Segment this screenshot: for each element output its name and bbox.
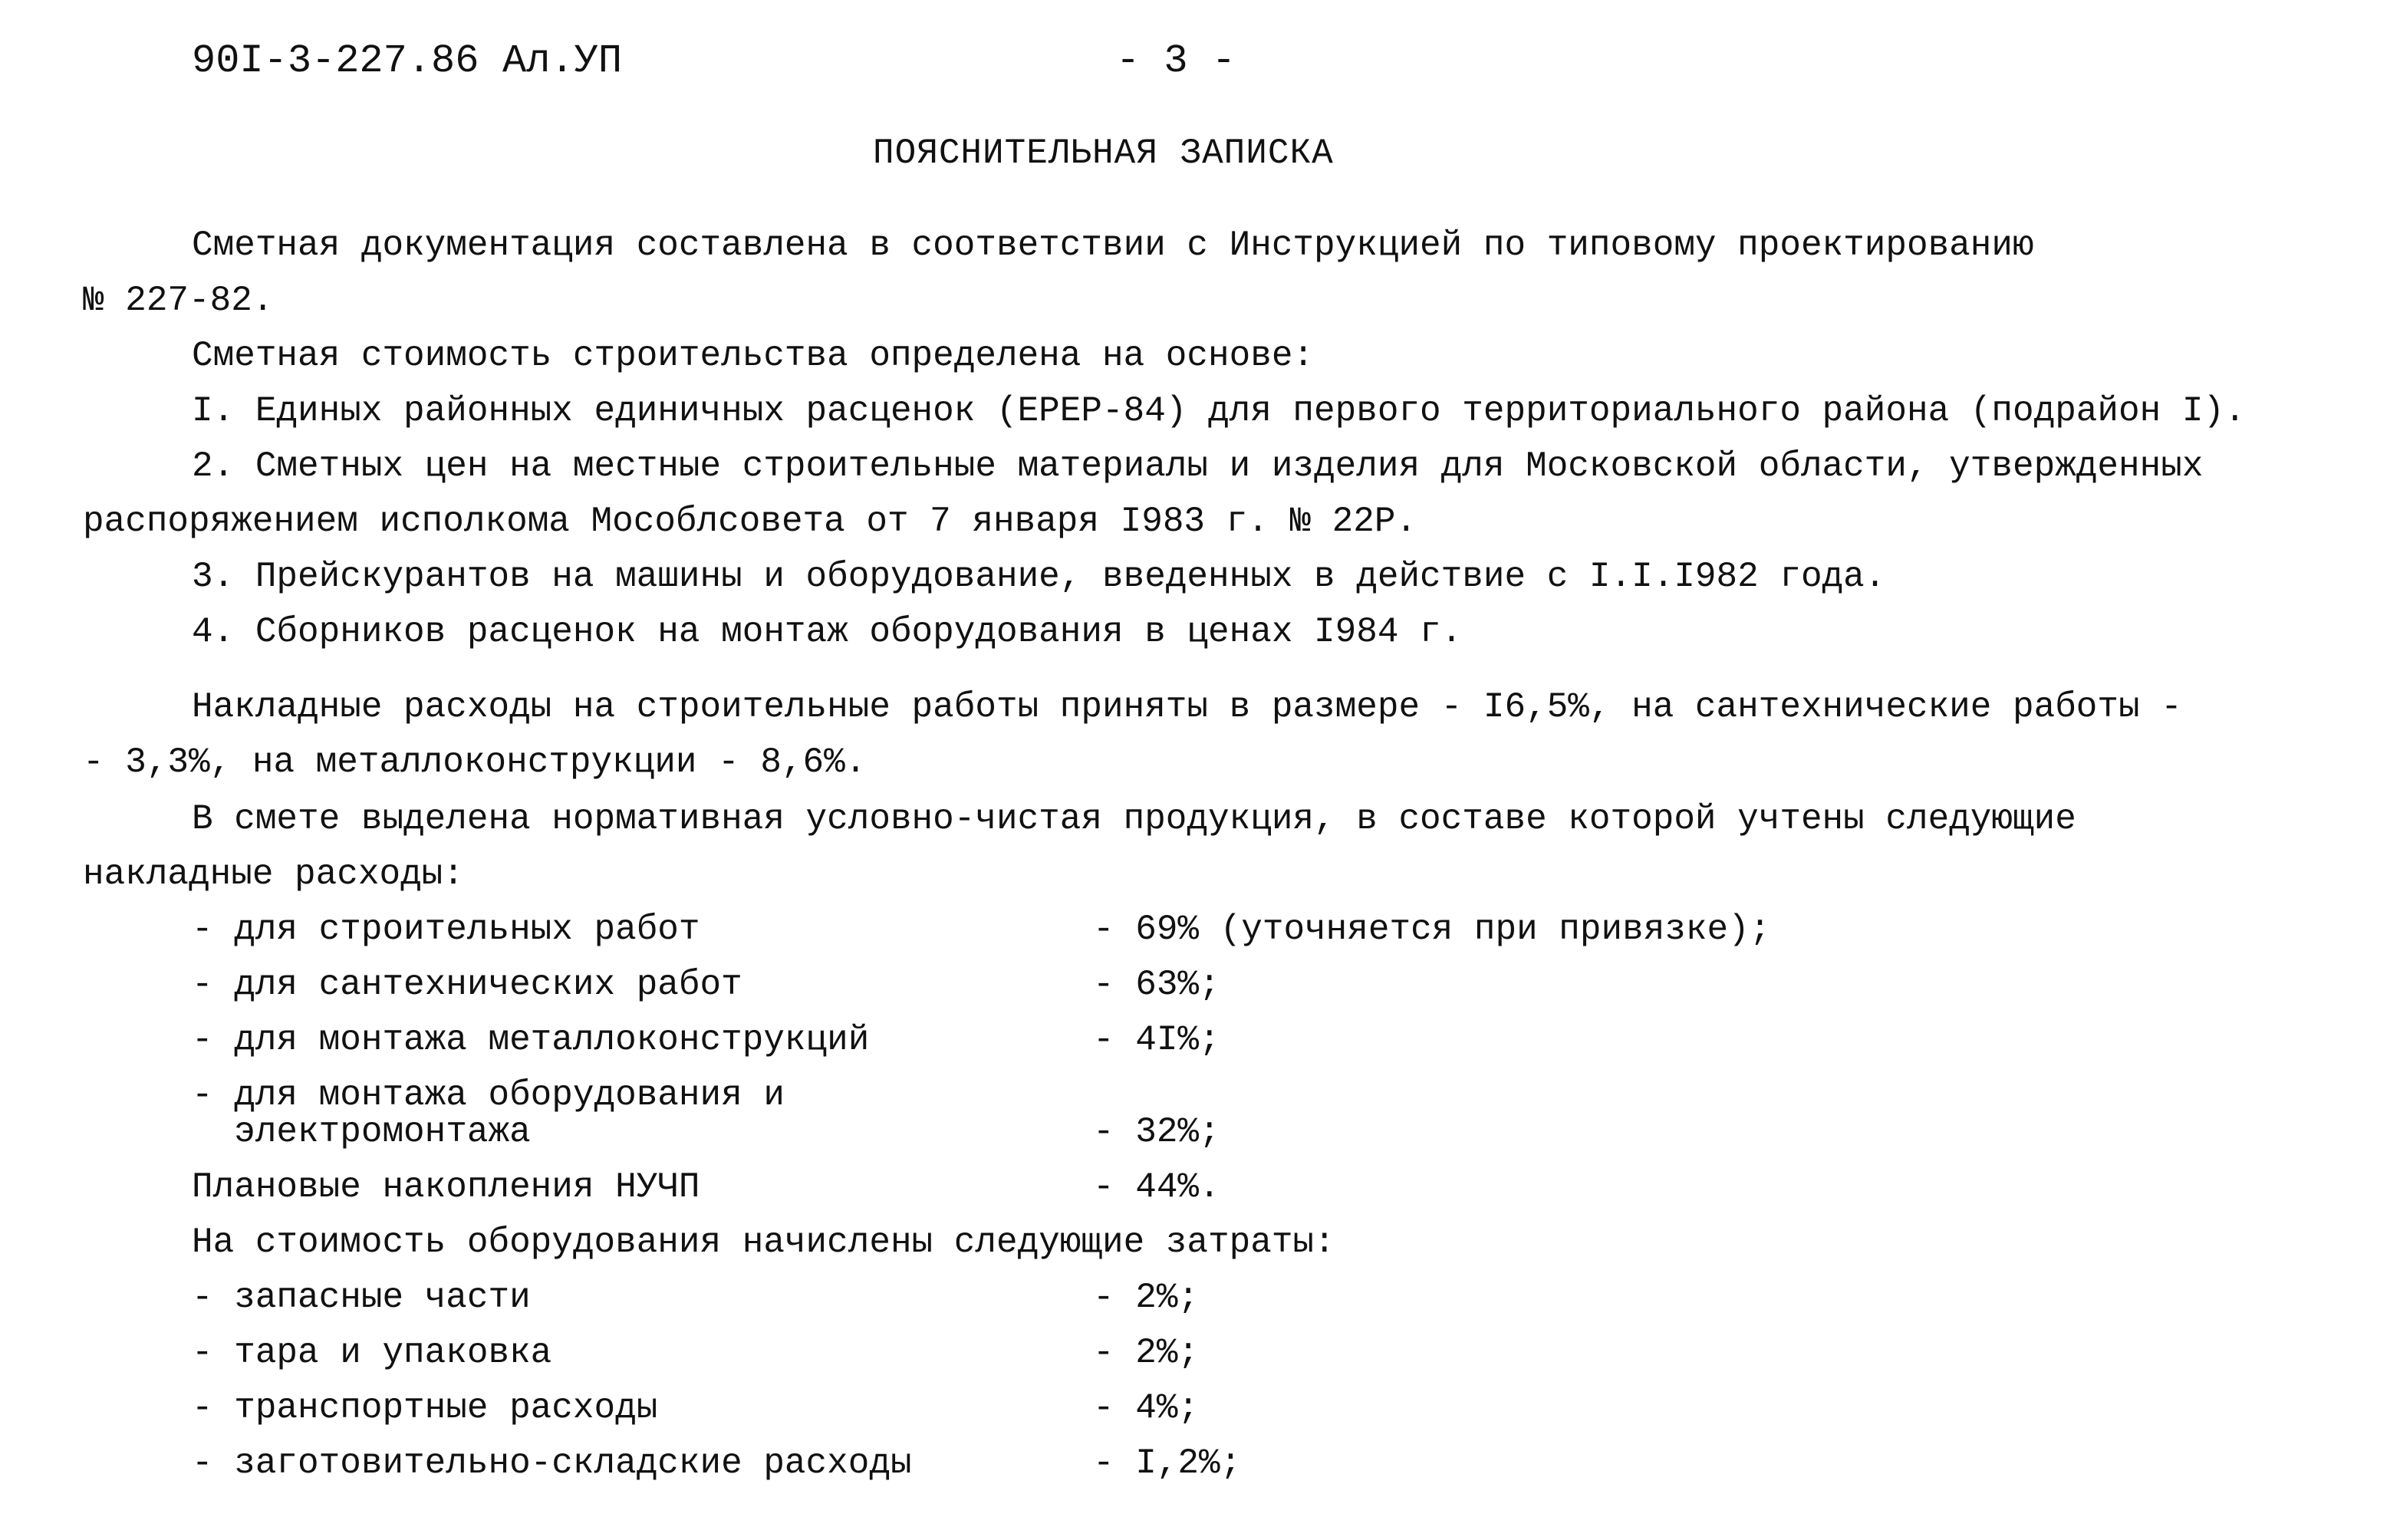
equipment-item-value: - 4%;	[1093, 1388, 1200, 1428]
basis-item: 4. Сборников расценок на монтаж оборудования в ценах I984 г.	[192, 612, 1463, 652]
overhead-item-value: - 69% (уточняется при привязке);	[1093, 910, 1771, 949]
paragraph-line: В смете выделена нормативная условно-чистая продукция, в составе которой учтены следующие	[192, 799, 2076, 839]
equipment-item-label: - транспортные расходы	[192, 1388, 658, 1428]
paragraph-line: № 227-82.	[83, 281, 274, 321]
basis-item: 2. Сметных цен на местные строительные материалы и изделия для Московской области, утвержденных	[192, 446, 2204, 486]
paragraph-line: Накладные расходы на строительные работы приняты в размере - I6,5%, на сантехнические работы -	[192, 687, 2182, 727]
equipment-item-value: - I,2%;	[1093, 1443, 1242, 1483]
overhead-item-value: - 63%;	[1093, 965, 1220, 1005]
paragraph-line: Сметная документация составлена в соответствии с Инструкцией по типовому проектированию	[192, 225, 2034, 265]
equipment-item-label: - тара и упаковка	[192, 1333, 552, 1373]
page-title: ПОЯСНИТЕЛЬНАЯ ЗАПИСКА	[873, 133, 1334, 173]
paragraph-line: - 3,3%, на металлоконструкции - 8,6%.	[83, 742, 867, 782]
paragraph-line: Сметная стоимость строительства определена на основе:	[192, 336, 1315, 376]
overhead-item-label: - для сантехнических работ	[192, 965, 742, 1005]
overhead-item-label: - для монтажа металлоконструкций	[192, 1020, 870, 1060]
page-number: - 3 -	[1116, 38, 1236, 84]
equipment-intro: На стоимость оборудования начислены следующие затраты:	[192, 1222, 1335, 1262]
paragraph-line: накладные расходы:	[83, 854, 464, 894]
equipment-item-label: - запасные части	[192, 1278, 531, 1318]
basis-item: 3. Прейскурантов на машины и оборудование, введенных в действие с I.I.I982 года.	[192, 557, 1886, 597]
overhead-item-value: - 32%;	[1093, 1112, 1220, 1152]
equipment-item-label: - заготовительно-складские расходы	[192, 1443, 912, 1483]
planned-savings-label: Плановые накопления НУЧП	[192, 1167, 700, 1207]
doc-number: 90I-3-227.86	[192, 38, 479, 84]
overhead-item-label: - для строительных работ	[192, 910, 700, 949]
basis-item-continuation: распоряжением исполкома Мособлсовета от 7 января I983 г. № 22Р.	[83, 502, 1417, 541]
equipment-item-value: - 2%;	[1093, 1333, 1200, 1373]
overhead-item-value: - 4I%;	[1093, 1020, 1220, 1060]
overhead-item-label-continuation: электромонтажа	[192, 1112, 531, 1152]
equipment-item-value: - 2%;	[1093, 1278, 1200, 1318]
planned-savings-value: - 44%.	[1093, 1167, 1220, 1207]
album-number: Ал.УП	[502, 38, 623, 84]
overhead-item-label: - для монтажа оборудования и	[192, 1075, 785, 1115]
basis-item: I. Единых районных единичных расценок (ЕРЕР-84) для первого территориального района (подрайон I).	[192, 391, 2246, 431]
